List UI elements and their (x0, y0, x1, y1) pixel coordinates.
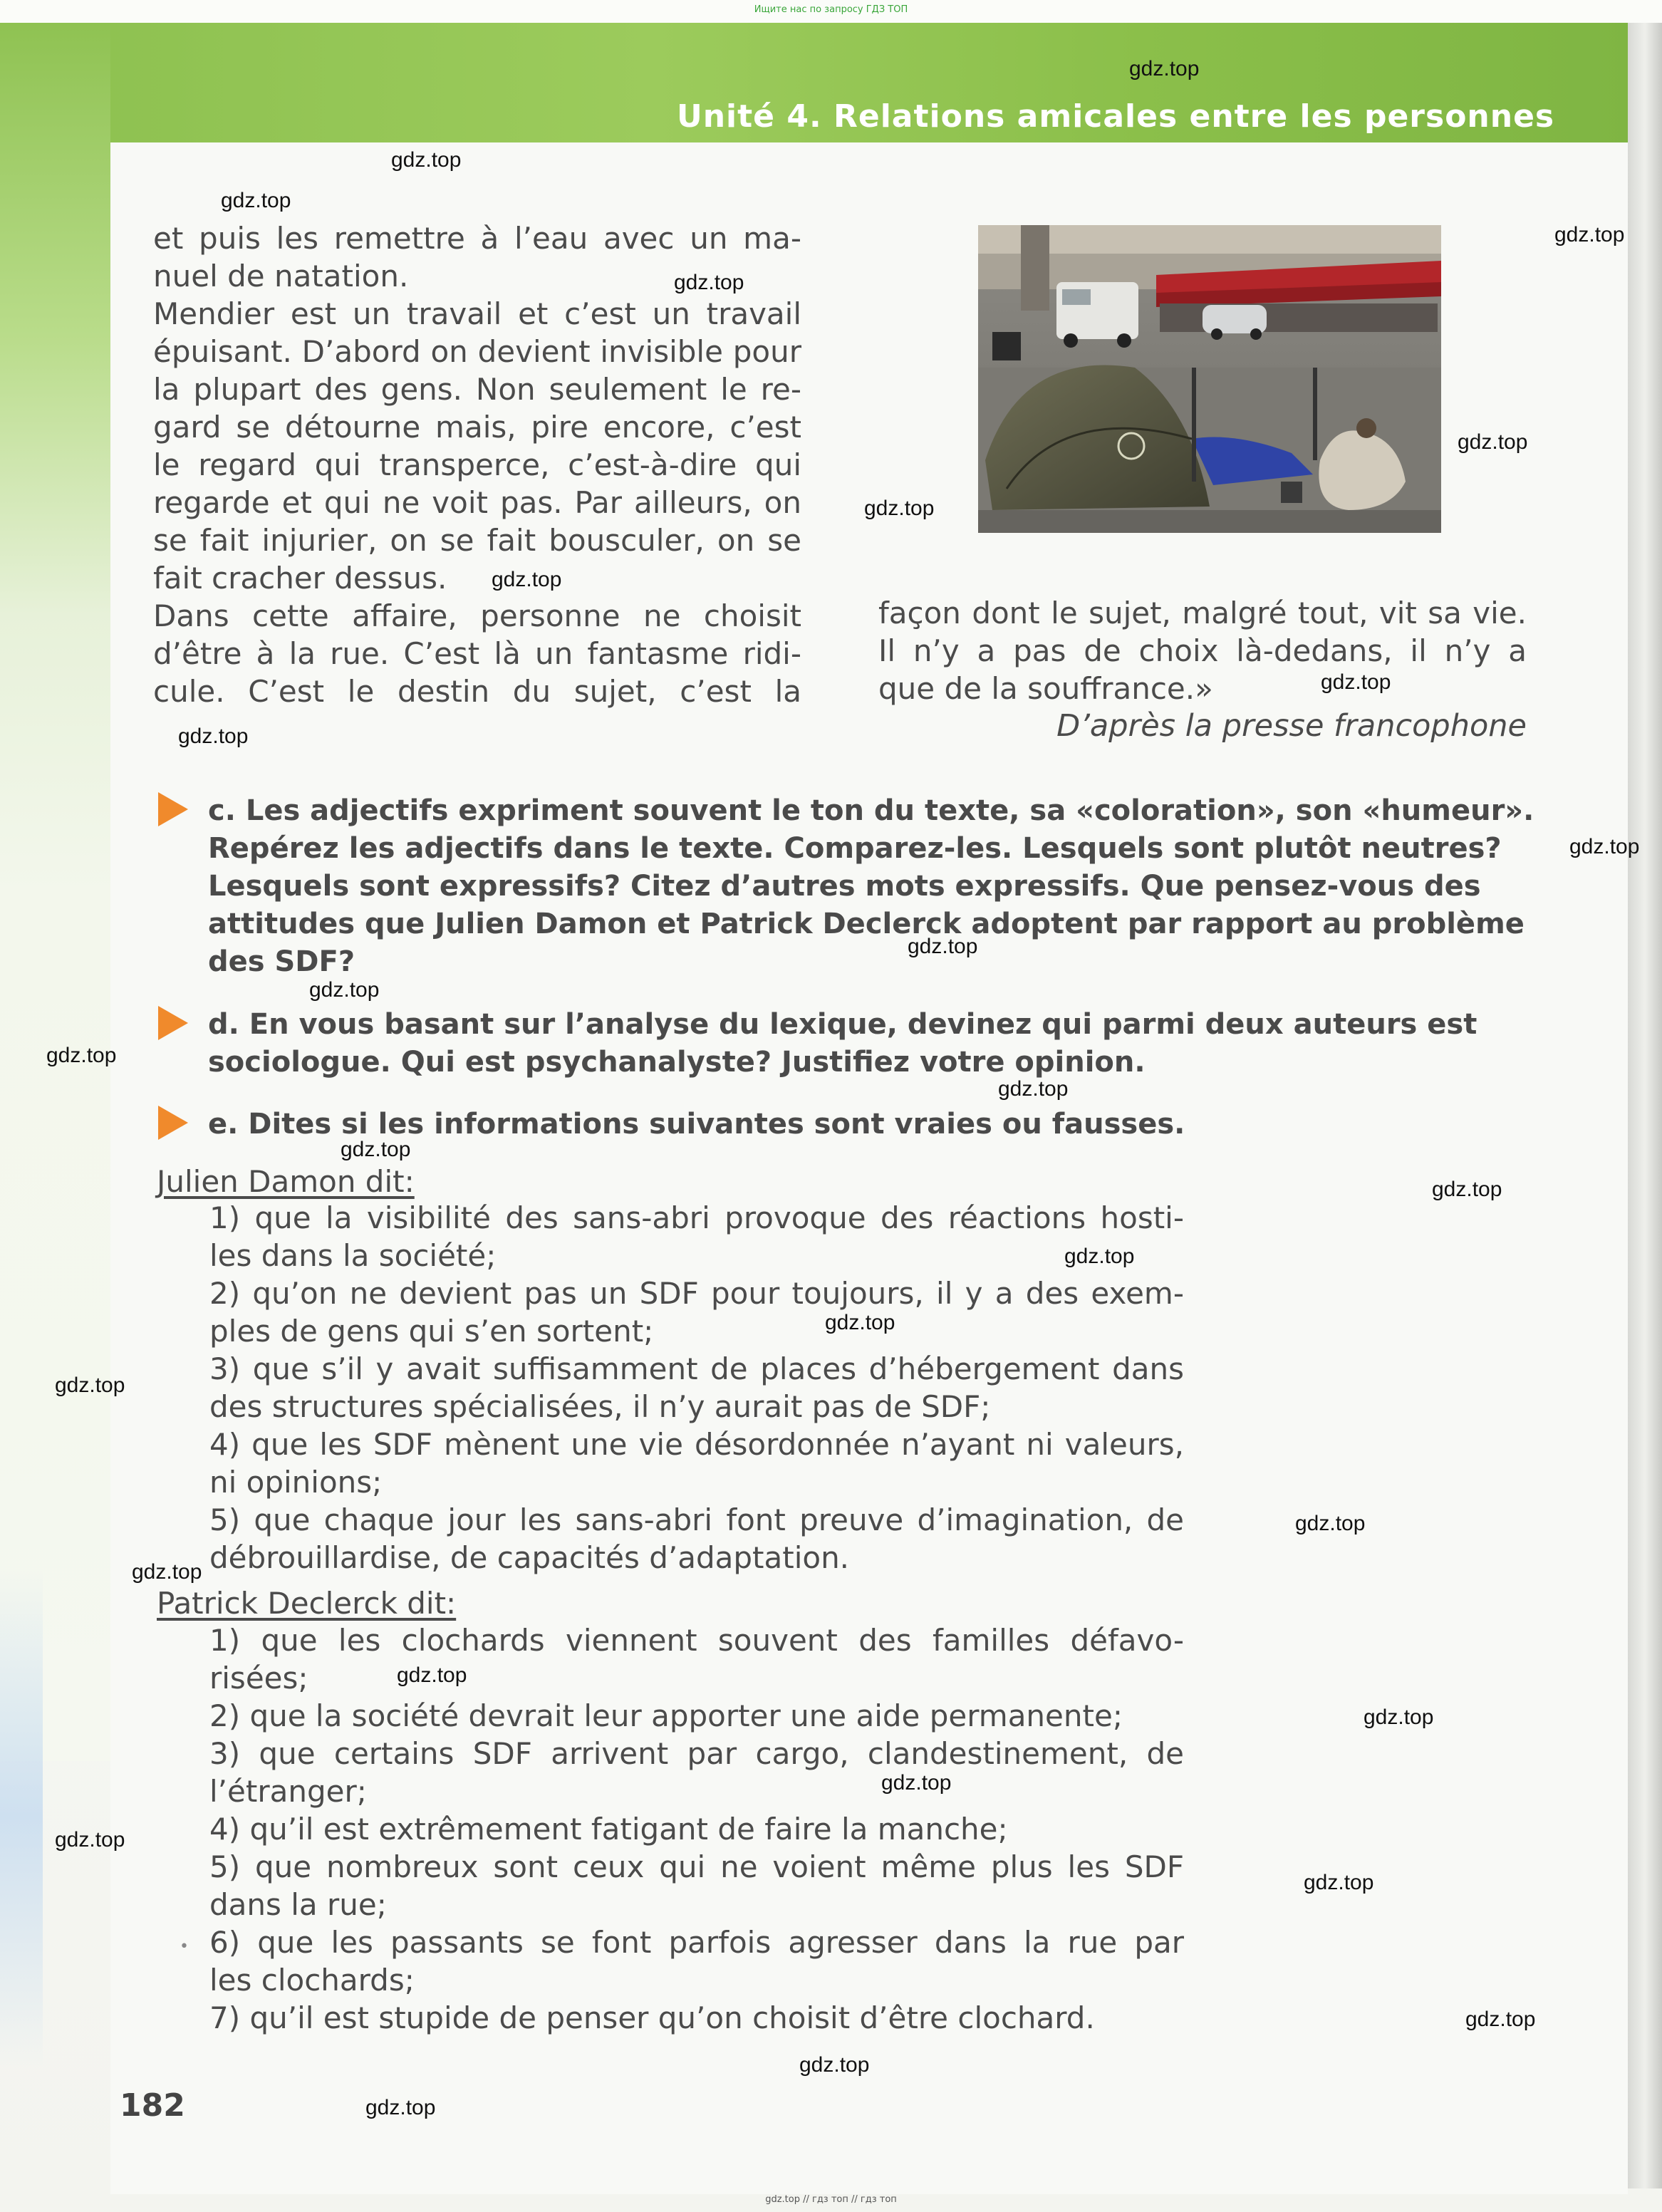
watermark: gdz.top (799, 2053, 870, 2077)
statement-line: 6) que les passants se font parfois agresser dans la rue par (209, 1925, 1184, 1960)
text-line: gard se détourne mais, pire encore, c’est (153, 410, 801, 445)
statement-line: 5) que nombreux sont ceux qui ne voient même plus les SDF (209, 1849, 1184, 1884)
watermark: gdz.top (1129, 57, 1200, 81)
top-note: Ищите нас по запросу ГДЗ ТОП (754, 4, 908, 15)
task-line: e. Dites si les informations suivantes sont vraies ou fausses. (208, 1108, 1185, 1141)
watermark: gdz.top (1064, 1245, 1135, 1268)
statement-line: 1) que la visibilité des sans-abri provoque des réactions hosti- (209, 1200, 1184, 1235)
statement-line: ples de gens qui s’en sortent; (209, 1314, 654, 1349)
left-decoration (0, 23, 110, 1761)
margin-dot-icon: • (180, 1938, 189, 1956)
right-column-text (878, 594, 1527, 707)
statement-line: 1) que les clochards viennent souvent des familles défavo- (209, 1623, 1184, 1658)
speaker-heading-julien: Julien Damon dit: (157, 1164, 415, 1199)
statement-line: les dans la société; (209, 1238, 497, 1273)
watermark: gdz.top (341, 1138, 411, 1161)
text-line: façon dont le sujet, malgré tout, vit sa vie. (878, 596, 1527, 630)
task-arrow-icon (158, 1106, 188, 1140)
statement-line: des structures spécialisées, il n’y aurait pas de SDF; (209, 1389, 991, 1424)
statement-line: risées; (209, 1661, 308, 1696)
text-line: fait cracher dessus. (153, 561, 447, 596)
statement-line: 3) que s’il y avait suffisamment de places d’hébergement dans (209, 1351, 1184, 1386)
watermark: gdz.top (1432, 1178, 1502, 1201)
watermark: gdz.top (309, 978, 380, 1002)
task-line: des SDF? (208, 945, 355, 978)
statement-line: 7) qu’il est stupide de penser qu’on choisit d’être clochard. (209, 2000, 1095, 2035)
text-line: et puis les remettre à l’eau avec un ma- (153, 221, 801, 256)
watermark: gdz.top (674, 271, 744, 294)
watermark: gdz.top (55, 1374, 125, 1397)
text-line: Il n’y a pas de choix là-dedans, il n’y a (878, 633, 1527, 668)
task-arrow-icon (158, 792, 188, 826)
text-line: épuisant. D’abord on devient invisible pour (153, 334, 801, 369)
page-edge (1628, 23, 1662, 2188)
statement-line: 2) que la société devrait leur apporter une aide permanente; (209, 1698, 1123, 1733)
watermark: gdz.top (1295, 1512, 1366, 1535)
watermark: gdz.top (132, 1560, 202, 1584)
watermark: gdz.top (1465, 2008, 1536, 2031)
unit-title: Unité 4. Relations amicales entre les personnes (677, 98, 1555, 135)
statement-line: débrouillardise, de capacités d’adaptation. (209, 1540, 850, 1575)
statement-line: les clochards; (209, 1963, 415, 1998)
statement-line: 3) que certains SDF arrivent par cargo, clandestinement, de (209, 1736, 1184, 1771)
task-d (208, 1006, 1505, 1081)
task-c (208, 792, 1534, 981)
statement-line: l’étranger; (209, 1774, 367, 1809)
watermark: gdz.top (55, 1828, 125, 1852)
task-line: c. Les adjectifs expriment souvent le ton du texte, sa «coloration», son «humeur». (208, 794, 1534, 827)
statement-line: 4) que les SDF mènent une vie désordonnée n’ayant ni valeurs, (209, 1427, 1184, 1462)
task-line: Repérez les adjectifs dans le texte. Comparez-les. Lesquels sont plutôt neutres? (208, 832, 1502, 865)
watermark: gdz.top (178, 725, 249, 748)
text-line: Mendier est un travail et c’est un travail (153, 296, 801, 331)
statement-line: dans la rue; (209, 1887, 387, 1922)
task-line: Lesquels sont expressifs? Citez d’autres mots expressifs. Que pensez-vous des (208, 870, 1481, 903)
watermark: gdz.top (998, 1077, 1069, 1101)
task-arrow-icon (158, 1006, 188, 1040)
watermark: gdz.top (825, 1311, 895, 1334)
bottom-note: gdz.top // гдз топ // гдз топ (765, 2194, 897, 2205)
page-number: 182 (120, 2087, 185, 2124)
statement-line: ni opinions; (209, 1465, 383, 1500)
julien-statements (209, 1199, 1184, 1577)
watermark: gdz.top (1458, 430, 1528, 454)
text-line: la plupart des gens. Non seulement le re- (153, 372, 801, 407)
text-line: regarde et qui ne voit pas. Par ailleurs, on (153, 485, 801, 520)
watermark: gdz.top (1364, 1705, 1434, 1729)
source-attribution: D’après la presse francophone (1056, 708, 1527, 744)
statement-line: 2) qu’on ne devient pas un SDF pour toujours, il y a des exem- (209, 1276, 1184, 1311)
text-line: Dans cette affaire, personne ne choisit (153, 598, 801, 633)
watermark: gdz.top (46, 1044, 117, 1067)
task-line: d. En vous basant sur l’analyse du lexique, devinez qui parmi deux auteurs est (208, 1008, 1477, 1041)
watermark: gdz.top (492, 568, 562, 591)
watermark: gdz.top (881, 1771, 952, 1795)
text-line: nuel de natation. (153, 259, 409, 294)
statement-line: 5) que chaque jour les sans-abri font preuve d’imagination, de (209, 1502, 1184, 1537)
watermark: gdz.top (908, 935, 978, 958)
text-line: que de la souffrance.» (878, 671, 1213, 706)
text-line: se fait injurier, on se fait bousculer, on se (153, 523, 801, 558)
speaker-heading-patrick: Patrick Declerck dit: (157, 1586, 457, 1621)
watermark: gdz.top (397, 1663, 467, 1687)
text-line: le regard qui transperce, c’est-à-dire qui (153, 447, 801, 482)
left-decoration-lower (0, 1567, 43, 2066)
patrick-statements (209, 1621, 1184, 2037)
watermark: gdz.top (221, 189, 291, 212)
watermark: gdz.top (864, 497, 935, 520)
watermark: gdz.top (391, 148, 462, 172)
watermark: gdz.top (1304, 1871, 1374, 1894)
watermark: gdz.top (1321, 670, 1391, 694)
task-line: attitudes que Julien Damon et Patrick Declerck adoptent par rapport au problème (208, 908, 1525, 940)
photo-illustration (978, 225, 1441, 533)
task-line: sociologue. Qui est psychanalyste? Justifiez votre opinion. (208, 1046, 1146, 1079)
street-tent-photo (978, 225, 1441, 533)
statement-line: 4) qu’il est extrêmement fatigant de faire la manche; (209, 1812, 1008, 1847)
text-line: cule. C’est le destin du sujet, c’est la (153, 674, 801, 709)
watermark: gdz.top (1554, 223, 1625, 246)
text-line: d’être à la rue. C’est là un fantasme ridi- (153, 636, 801, 671)
watermark: gdz.top (1569, 835, 1640, 858)
watermark: gdz.top (365, 2096, 436, 2119)
